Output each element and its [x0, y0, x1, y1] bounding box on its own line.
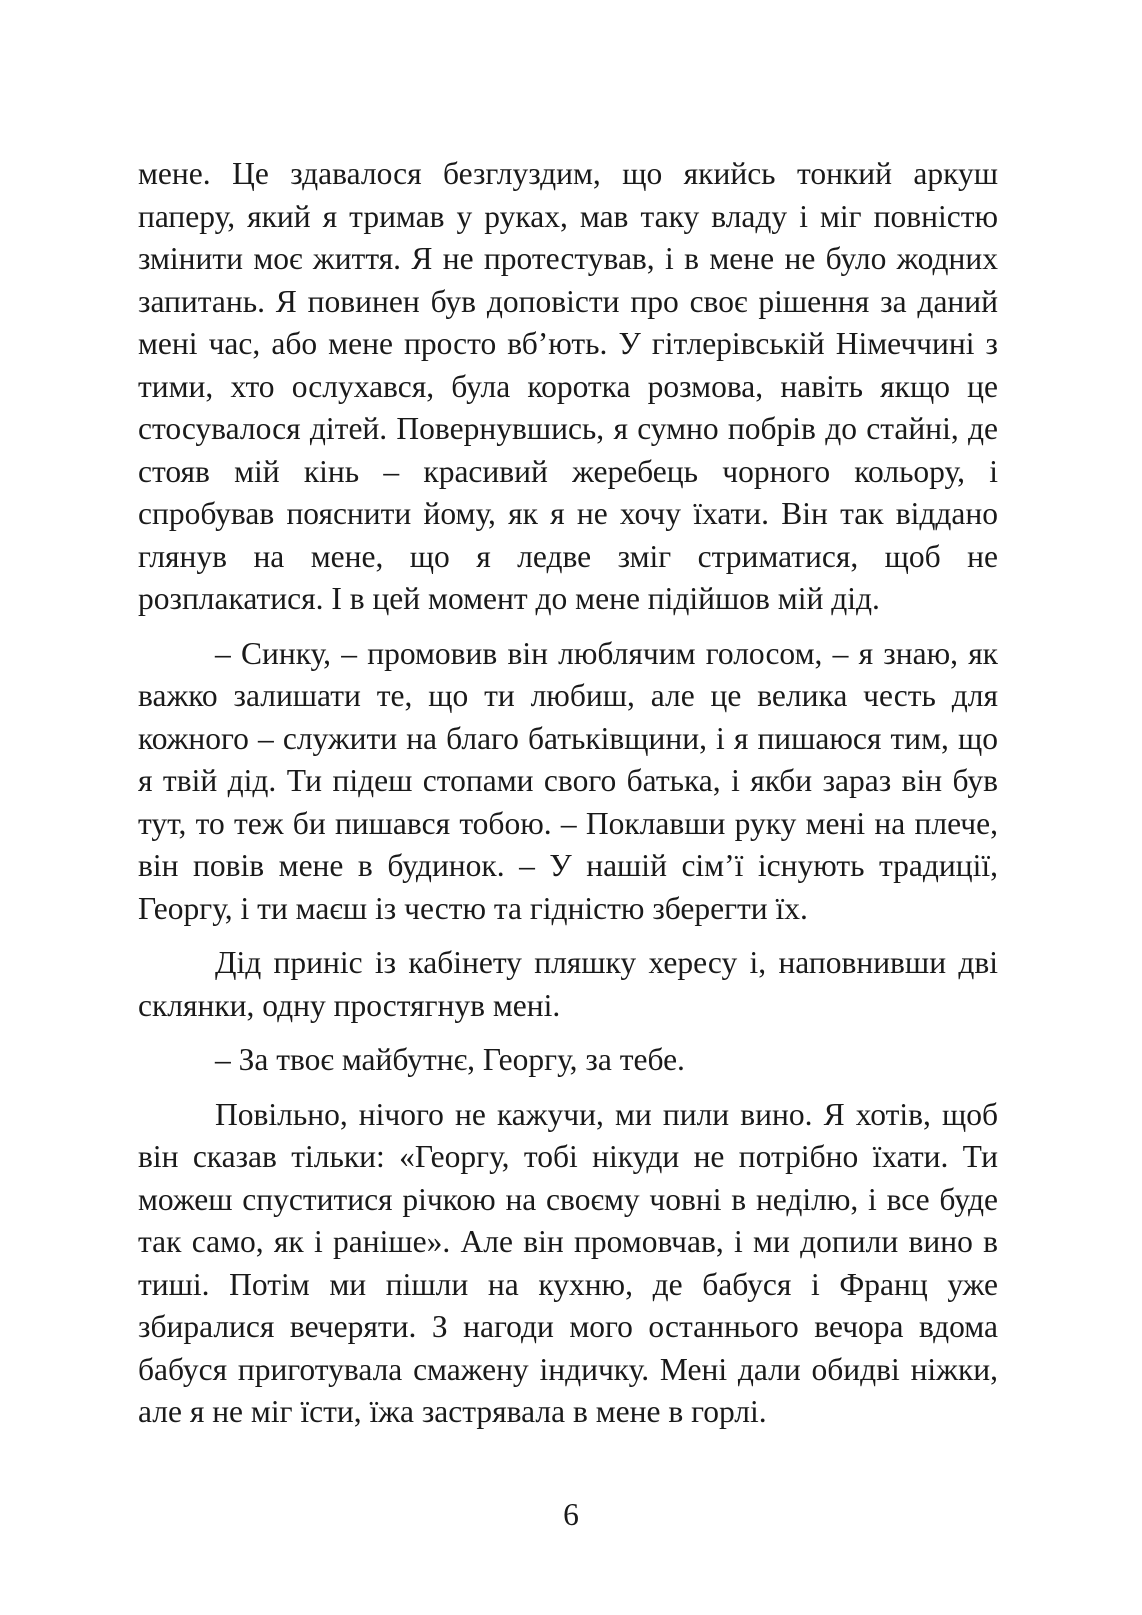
paragraph-continuation: мене. Це здавалося безглуздим, що якийсь тонкий аркуш паперу, який я тримав у руках, мав таку владу і міг повністю змінити моє життя. Я не протестував, і в мене не було жодних запитань. Я повинен був доповісти про своє рішення за даний мені час, або мене просто вб’ють. У гітлерівській Німеччині з тими, хто ослухався, була коротка розмова, навіть якщо це стосувалося дітей. Повернувшись, я сумно побрів до стайні, де стояв мій кінь – красивий жеребець чорного кольору, і спробував пояснити йому, як я не хочу їхати. Він так віддано глянув на мене, що я ледве зміг стриматися, щоб не розплакатися. І в цей момент до мене підійшов мій дід. [138, 156, 998, 616]
paragraph-dinner: Повільно, нічого не кажучи, ми пили вино. Я хотів, щоб він сказав тільки: «Георгу, тобі нікуди не потрібно їхати. Ти можеш спуститися річкою на своєму човні в неділю, і все буде так само, як і раніше». Але він промовчав, і ми допили вино в тиші. Потім ми пішли на кухню, де бабуся і Франц уже збиралися вечеряти. З нагоди мого останнього вечора вдома бабуся приготувала смажену індичку. Мені дали обидві ніжки, але я не міг їсти, їжа застрявала в мене в горлі. [138, 1096, 998, 1429]
paragraph-dialogue-grandfather: – Синку, – промовив він люблячим голосом, – я знаю, як важко залишати те, що ти любиш, але це велика честь для кожного – служити на благо батьківщини, і я пишаюся тим, що я твій дід. Ти підеш стопами свого батька, і якби зараз він був тут, то теж би пишався тобою. – Поклавши руку мені на плече, він повів мене в будинок. – У нашій сім’ї існують традиції, Георгу, і ти маєш із честю та гідністю зберегти їх. [138, 635, 998, 926]
body-text [138, 153, 998, 1446]
page-number: 6 [563, 1497, 579, 1532]
paragraph-toast: – За твоє майбутнє, Георгу, за тебе. [215, 1042, 685, 1077]
paragraph-sherry: Дід приніс із кабінету пляшку хересу і, наповнивши дві склянки, одну простягнув мені. [138, 945, 998, 1023]
